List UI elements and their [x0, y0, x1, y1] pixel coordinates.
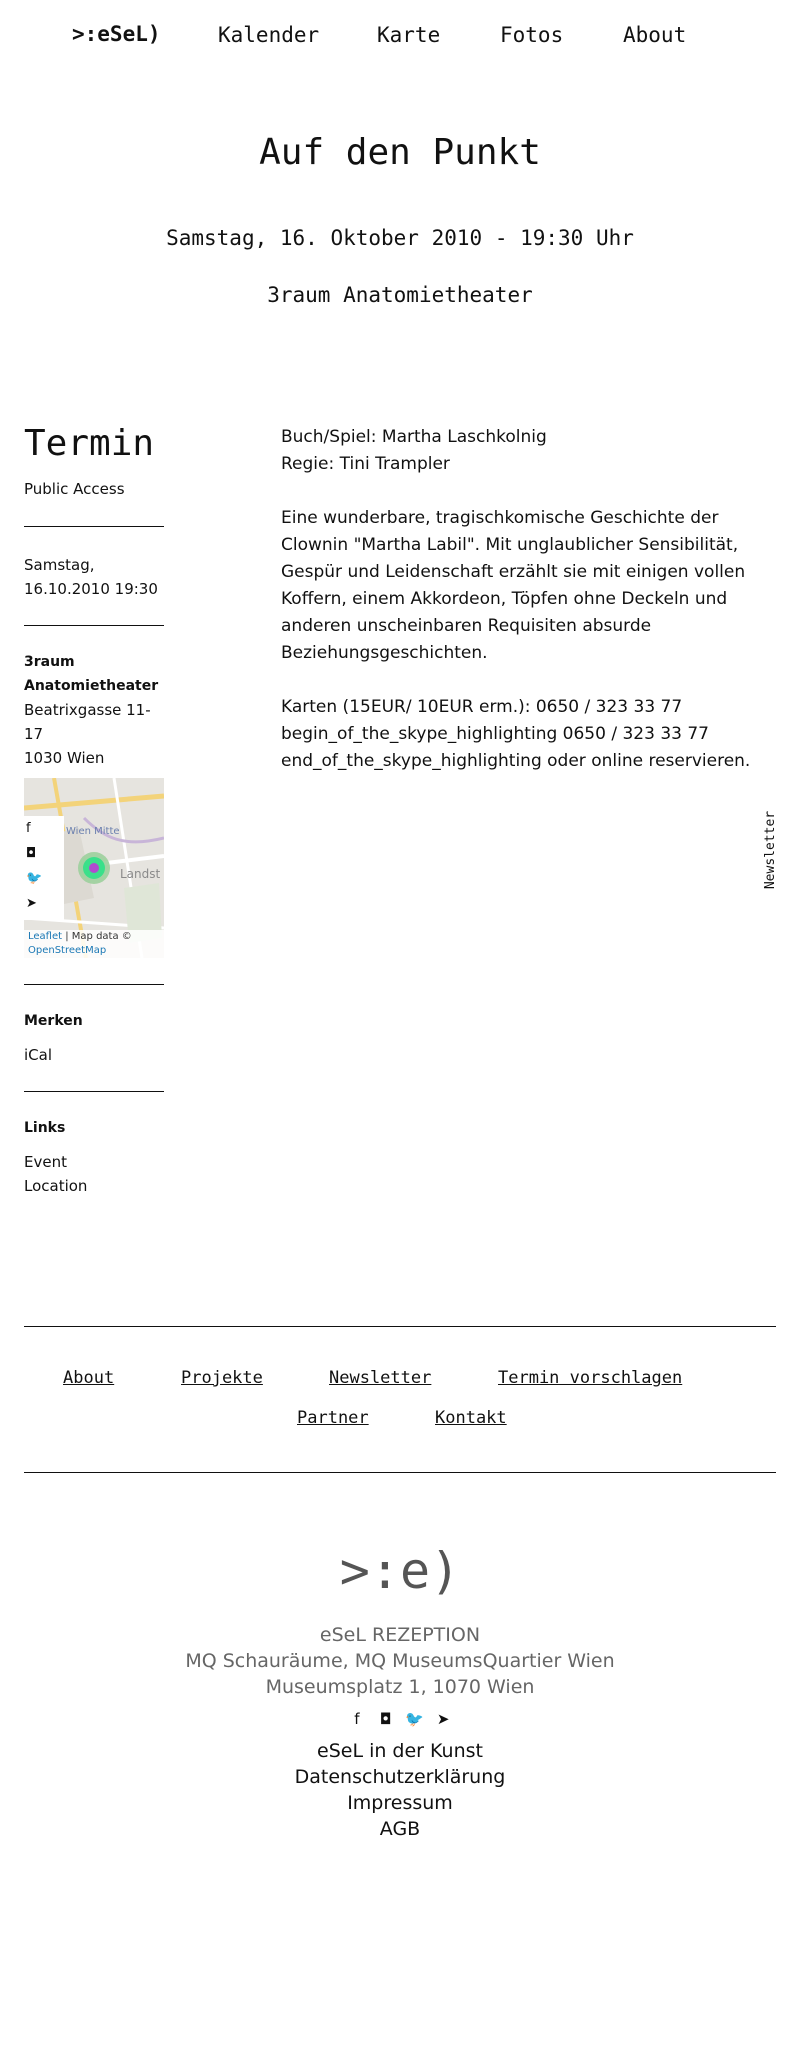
merken-heading: Merken	[24, 1013, 83, 1029]
divider	[24, 526, 164, 527]
nav-item-fotos[interactable]: Fotos	[500, 23, 564, 47]
newsletter-tab-label: Newsletter	[763, 810, 778, 890]
twitter-icon[interactable]: 🐦	[26, 871, 43, 886]
credits-line-2: Regie: Tini Trampler	[281, 454, 450, 474]
nav-item-kalender[interactable]: Kalender	[218, 23, 320, 47]
telegram-icon[interactable]: ➤	[436, 1710, 450, 1728]
osm-link[interactable]: OpenStreetMap	[28, 945, 107, 956]
event-link[interactable]: Event	[24, 1153, 67, 1171]
org-location: MQ Schauräume, MQ MuseumsQuartier Wien	[185, 1650, 615, 1672]
facebook-icon[interactable]: f	[354, 1710, 360, 1728]
site-logo[interactable]: >:eSeL)	[72, 22, 161, 46]
org-address: Museumsplatz 1, 1070 Wien	[265, 1676, 535, 1698]
footer-social	[0, 1710, 800, 1728]
event-sidebar	[24, 424, 164, 1198]
footer-link-termin-vorschlagen[interactable]: Termin vorschlagen	[498, 1368, 683, 1388]
footer-sub-link-datenschutz[interactable]: Datenschutzerklärung	[294, 1766, 506, 1788]
leaflet-link[interactable]: Leaflet	[28, 931, 63, 942]
ical-link[interactable]: iCal	[24, 1046, 53, 1064]
telegram-icon[interactable]: ➤	[26, 896, 37, 911]
access-label: Public Access	[24, 480, 125, 498]
map-label-area: Landst	[120, 867, 161, 881]
footer-link-newsletter[interactable]: Newsletter	[329, 1368, 432, 1388]
credits	[281, 424, 761, 478]
footer-sub-link-impressum[interactable]: Impressum	[347, 1792, 453, 1814]
venue-block	[24, 650, 164, 770]
top-nav	[0, 22, 800, 52]
divider	[24, 1091, 164, 1092]
map-attribution-text: | Map data ©	[65, 931, 132, 942]
footer-divider-top	[24, 1326, 776, 1327]
instagram-icon[interactable]: ◘	[379, 1710, 392, 1728]
org-name: eSeL REZEPTION	[319, 1624, 481, 1646]
location-map[interactable]	[24, 778, 164, 958]
footer-link-about[interactable]: About	[63, 1368, 115, 1388]
twitter-icon[interactable]: 🐦	[405, 1710, 424, 1728]
nav-item-about[interactable]: About	[623, 23, 687, 47]
footer-sub-link-esel-in-der-kunst[interactable]: eSeL in der Kunst	[317, 1740, 483, 1762]
divider	[24, 625, 164, 626]
instagram-icon[interactable]: ◘	[26, 846, 37, 861]
event-description	[281, 424, 761, 802]
date-line-2: 16.10.2010 19:30	[24, 580, 158, 598]
date-line-1: Samstag,	[24, 556, 95, 574]
map-label-district: Wien Mitte	[66, 826, 120, 837]
footer-link-projekte[interactable]: Projekte	[181, 1368, 263, 1388]
footer-link-kontakt[interactable]: Kontakt	[435, 1408, 507, 1428]
event-date: Samstag, 16. Oktober 2010 - 19:30 Uhr	[166, 226, 634, 250]
divider	[24, 984, 164, 985]
footer-logo: >:e)	[339, 1542, 461, 1600]
venue-city: 1030 Wien	[24, 749, 105, 767]
date-block	[24, 553, 164, 601]
ticket-info: Karten (15EUR/ 10EUR erm.): 0650 / 323 33 77 begin_of_the_skype_highlighting 0650 / 323 33 77 end_of_the_skype_highlighting oder online reservieren.	[281, 697, 751, 771]
links-heading: Links	[24, 1120, 66, 1136]
credits-line-1: Buch/Spiel: Martha Laschkolnig	[281, 427, 547, 447]
facebook-icon[interactable]: f	[26, 821, 31, 836]
footer-link-partner[interactable]: Partner	[297, 1408, 369, 1428]
venue-street: Beatrixgasse 11-17	[24, 701, 151, 743]
footer-divider-bottom	[24, 1472, 776, 1473]
map-attribution	[24, 930, 164, 958]
share-bar	[24, 816, 64, 920]
nav-item-karte[interactable]: Karte	[377, 23, 441, 47]
newsletter-tab[interactable]	[762, 808, 780, 892]
termin-heading: Termin	[24, 423, 155, 464]
description-body: Eine wunderbare, tragischkomische Geschichte der Clownin "Martha Labil". Mit unglaublicher Sensibilität, Gespür und Leidenschaft erzählt sie mit einigen vollen Koffern, einem Akkordeon, Töpfen ohne Deckeln und anderen unscheinbaren Requisiten absurde Beziehungsgeschichten.	[281, 508, 746, 663]
footer-sub-link-agb[interactable]: AGB	[379, 1818, 421, 1840]
event-title: Auf den Punkt	[259, 132, 541, 173]
venue-name-line-1: 3raum	[24, 654, 75, 670]
location-link[interactable]: Location	[24, 1177, 88, 1195]
event-venue: 3raum Anatomietheater	[267, 283, 533, 307]
venue-name-line-2: Anatomietheater	[24, 678, 159, 694]
